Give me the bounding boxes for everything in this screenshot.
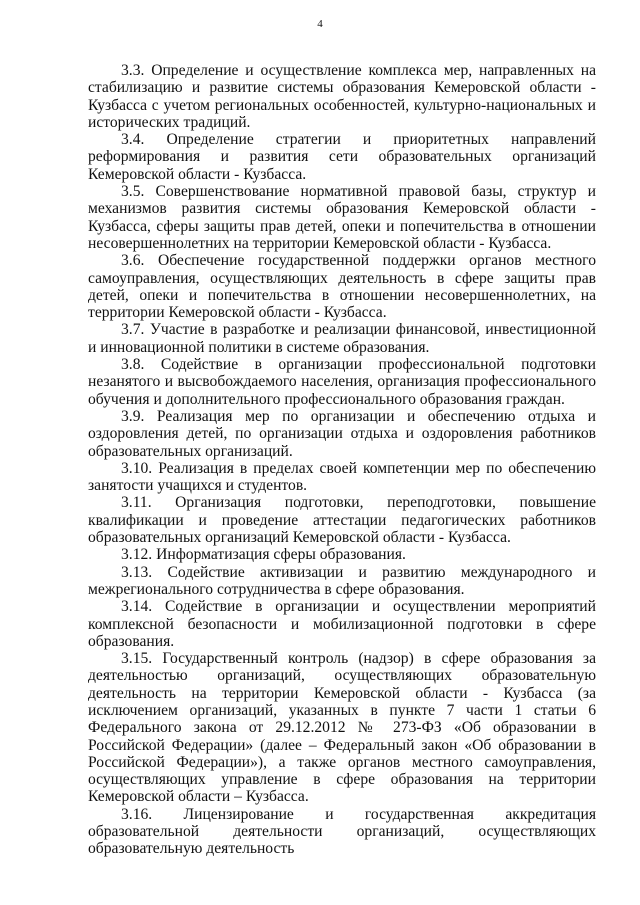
document-body: [88, 62, 596, 858]
paragraph-3-8: 3.8. Содействие в организации профессиональной подготовки незанятого и высвобождаемого населения, организация профессионального обучения и дополнительного профессионального образования граждан.: [88, 356, 596, 408]
paragraph-3-11: 3.11. Организация подготовки, переподготовки, повышение квалификации и проведение аттестации педагогических работников образовательных организаций Кемеровской области - Кузбасса.: [88, 494, 596, 547]
paragraph-3-6: 3.6. Обеспечение государственной поддержки органов местного самоуправления, осуществляющих деятельность в сфере защиты прав детей, опеки и попечительства в отношении несовершеннолетних, на территории Кемеровской области - Кузбасса.: [88, 252, 596, 322]
paragraph-3-3: 3.3. Определение и осуществление комплекса мер, направленных на стабилизацию и развитие системы образования Кемеровской области - Кузбасса с учетом региональных особенностей, культурно-национальных и исторических традиций.: [88, 62, 596, 131]
paragraph-3-10: 3.10. Реализация в пределах своей компетенции мер по обеспечению занятости учащихся и студентов.: [88, 459, 596, 495]
paragraph-3-9: 3.9. Реализация мер по организации и обеспечению отдыха и оздоровления детей, по организации отдыха и оздоровления работников образовательных организаций.: [88, 407, 596, 460]
paragraph-3-16: 3.16. Лицензирование и государственная аккредитация образовательной деятельности организаций, осуществляющих образовательную деятельность: [88, 805, 596, 858]
paragraph-3-5: 3.5. Совершенствование нормативной правовой базы, структур и механизмов развития системы образования Кемеровской области - Кузбасса, сферы защиты прав детей, опеки и попечительства в отношении несовершеннолетних на территории Кемеровской области - Кузбасса.: [88, 183, 596, 252]
paragraph-3-7: 3.7. Участие в разработке и реализации финансовой, инвестиционной и инновационной политики в системе образования.: [88, 321, 596, 356]
paragraph-3-14: 3.14. Содействие в организации и осуществлении мероприятий комплексной безопасности и мобилизационной подготовки в сфере образования.: [88, 598, 596, 650]
paragraph-3-4: 3.4. Определение стратегии и приоритетных направлений реформирования и развития сети образовательных организаций Кемеровской области - Кузбасса.: [88, 131, 596, 183]
page-number: 4: [317, 18, 323, 30]
paragraph-3-15: 3.15. Государственный контроль (надзор) в сфере образования за деятельностью организаций, осуществляющих образовательную деятельность на территории Кемеровской области - Кузбасса (за исключением организаций, указанных в пункте 7 части 1 статьи 6 Федерального закона от 29.12.2012 № 273-ФЗ «Об образовании в Российской Федерации» (далее – Федеральный закон «Об образовании в Российской Федерации»), а также органов местного самоуправления, осуществляющих управление в сфере образования на территории Кемеровской области – Кузбасса.: [88, 650, 596, 806]
paragraph-3-12: 3.12. Информатизация сферы образования.: [121, 546, 406, 564]
paragraph-3-13: 3.13. Содействие активизации и развитию международного и межрегионального сотрудничества в сфере образования.: [88, 563, 596, 598]
